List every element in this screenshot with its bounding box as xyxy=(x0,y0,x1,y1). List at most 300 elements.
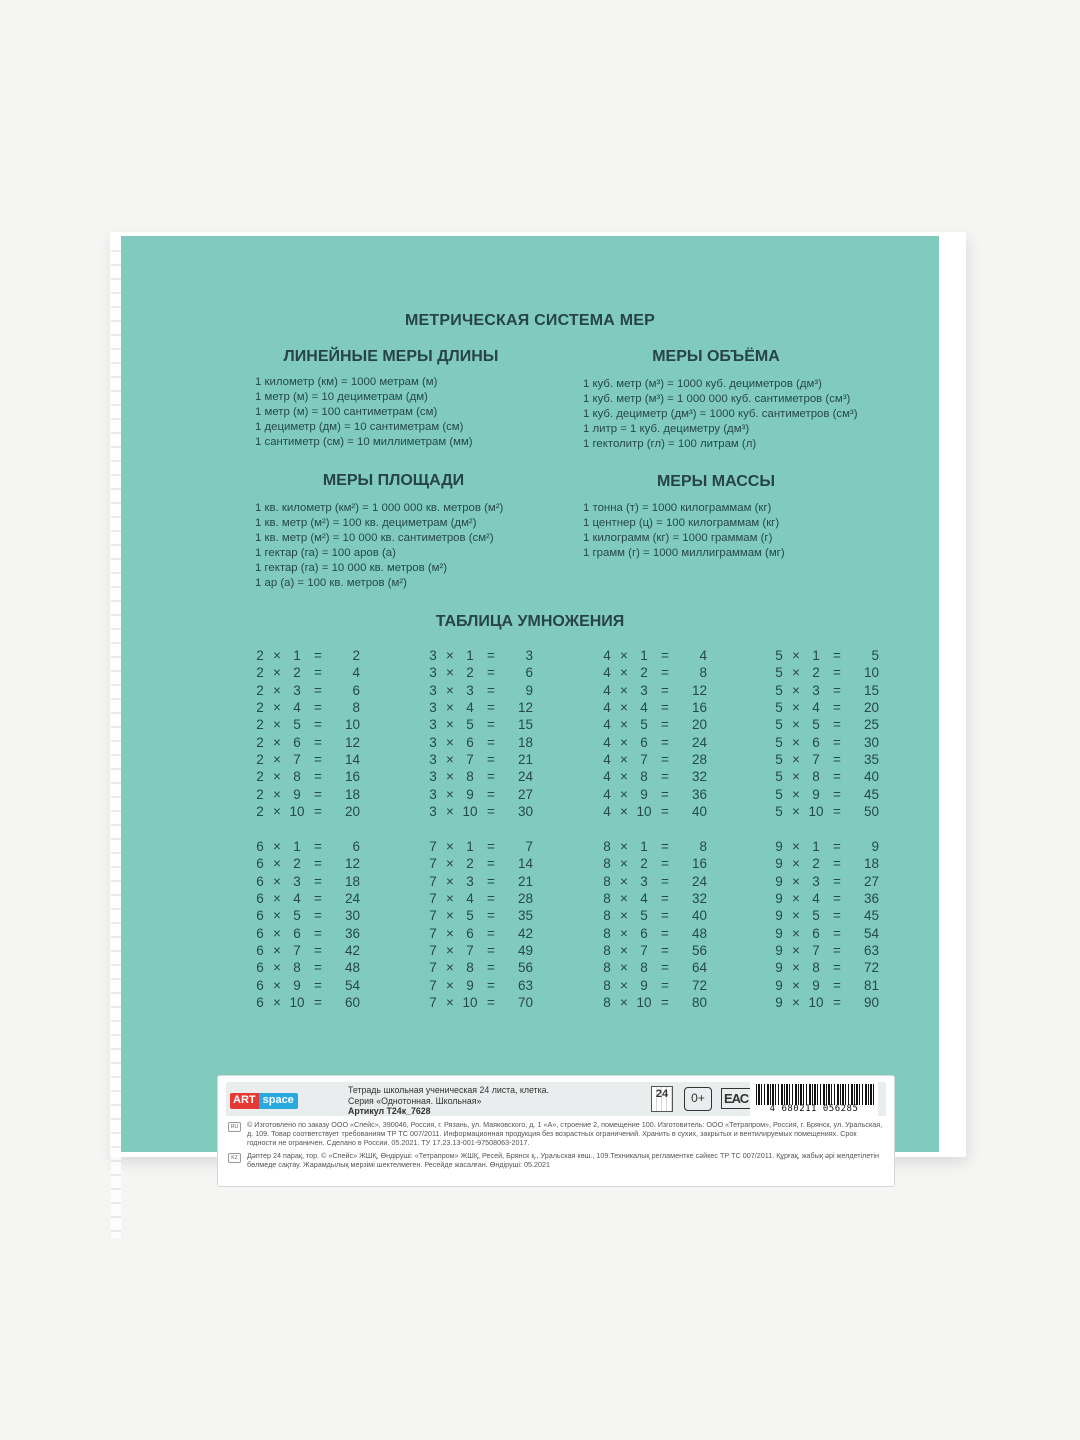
multiplier: 8 xyxy=(466,960,474,976)
area-section-title: МЕРЫ ПЛОЩАДИ xyxy=(322,472,465,489)
label-ru-text: © Изготовлено по заказу ООО «Спейс», 390046, Россия, г. Рязань, ул. Маяковского, д. 1 «А», строение 2, помещение 100. Изготовитель: ООО «Тетрапром», Россия, г. Брянск, ул. Уральская, д. 109. Товар соответствует требованиям ТР ТС 007/2011. Информационная продукция без возрастных ограничений. Хранить в сухих, закрытых и вентилируемых помещениях. Срок годности не ограничен. Сделано в России. 05.2021. ТУ 17.23.13-001-97508063-2017. xyxy=(247,1120,883,1147)
product: 10 xyxy=(863,665,879,681)
multiplication-row xyxy=(427,838,557,855)
equals-sign: = xyxy=(314,960,322,976)
equals-sign: = xyxy=(314,908,322,924)
multiplier: 9 xyxy=(640,977,648,993)
product: 35 xyxy=(517,908,533,924)
product: 16 xyxy=(691,700,707,716)
multiplication-table-title: ТАБЛИЦА УМНОЖЕНИЯ xyxy=(435,613,625,630)
product: 56 xyxy=(691,942,707,958)
multiplier: 4 xyxy=(293,700,301,716)
multiplier: 1 xyxy=(812,839,820,855)
area-lines xyxy=(255,501,575,591)
multiplication-row xyxy=(773,907,903,924)
factor: 3 xyxy=(429,717,437,733)
logo-space-text: space xyxy=(259,1093,298,1109)
multiplication-row xyxy=(601,751,731,768)
factor: 2 xyxy=(256,682,264,698)
equals-sign: = xyxy=(661,891,669,907)
metric-system-title: МЕТРИЧЕСКАЯ СИСТЕМА МЕР xyxy=(405,312,655,329)
notebook-page-edges xyxy=(111,238,121,1238)
multiplication-column-9 xyxy=(773,838,903,1011)
equals-sign: = xyxy=(833,839,841,855)
product: 18 xyxy=(344,786,360,802)
times-sign: × xyxy=(273,665,281,681)
times-sign: × xyxy=(446,648,454,664)
multiplication-row xyxy=(254,855,384,872)
multiplier: 7 xyxy=(812,942,820,958)
factor: 5 xyxy=(775,665,783,681)
mass-line: 1 килограмм (кг) = 1000 граммам (г) xyxy=(583,532,773,544)
multiplication-column-3 xyxy=(427,647,557,820)
times-sign: × xyxy=(620,682,628,698)
times-sign: × xyxy=(446,856,454,872)
multiplication-row xyxy=(601,942,731,959)
mass-line: 1 центнер (ц) = 100 килограммам (кг) xyxy=(583,517,780,529)
multiplier: 2 xyxy=(812,856,820,872)
multiplication-row xyxy=(601,907,731,924)
multiplier: 5 xyxy=(466,908,474,924)
equals-sign: = xyxy=(833,856,841,872)
multiplier: 5 xyxy=(812,908,820,924)
equals-sign: = xyxy=(833,873,841,889)
multiplier: 6 xyxy=(466,734,474,750)
product: 14 xyxy=(344,751,360,767)
area-line: 1 кв. метр (м²) = 10 000 кв. сантиметров (см²) xyxy=(255,532,494,544)
product: 63 xyxy=(517,977,533,993)
multiplier: 5 xyxy=(466,717,474,733)
multiplier: 7 xyxy=(293,751,301,767)
times-sign: × xyxy=(792,665,800,681)
equals-sign: = xyxy=(487,873,495,889)
product: 54 xyxy=(344,977,360,993)
area-line: 1 кв. километр (км²) = 1 000 000 кв. метров (м²) xyxy=(255,502,504,514)
times-sign: × xyxy=(792,803,800,819)
times-sign: × xyxy=(273,873,281,889)
equals-sign: = xyxy=(487,786,495,802)
product: 12 xyxy=(691,682,707,698)
multiplier: 7 xyxy=(466,751,474,767)
factor: 7 xyxy=(429,977,437,993)
factor: 5 xyxy=(775,648,783,664)
multiplication-row xyxy=(773,785,903,802)
times-sign: × xyxy=(620,925,628,941)
equals-sign: = xyxy=(833,925,841,941)
equals-sign: = xyxy=(661,786,669,802)
logo-art-text: ART xyxy=(230,1093,259,1109)
equals-sign: = xyxy=(833,648,841,664)
product: 9 xyxy=(525,682,533,698)
equals-sign: = xyxy=(314,717,322,733)
factor: 2 xyxy=(256,734,264,750)
factor: 7 xyxy=(429,942,437,958)
equals-sign: = xyxy=(314,648,322,664)
times-sign: × xyxy=(792,700,800,716)
multiplication-row xyxy=(601,924,731,941)
factor: 9 xyxy=(775,942,783,958)
factor: 4 xyxy=(603,734,611,750)
product: 56 xyxy=(517,960,533,976)
multiplier: 4 xyxy=(640,700,648,716)
factor: 2 xyxy=(256,803,264,819)
factor: 6 xyxy=(256,994,264,1010)
times-sign: × xyxy=(273,734,281,750)
multiplication-row xyxy=(773,994,903,1011)
equals-sign: = xyxy=(833,786,841,802)
length-section-title: ЛИНЕЙНЫЕ МЕРЫ ДЛИНЫ xyxy=(283,348,499,365)
equals-sign: = xyxy=(314,803,322,819)
times-sign: × xyxy=(620,942,628,958)
multiplication-row xyxy=(427,803,557,820)
product: 80 xyxy=(691,994,707,1010)
multiplier: 3 xyxy=(466,682,474,698)
length-line: 1 километр (км) = 1000 метрам (м) xyxy=(255,376,438,388)
product-name: Тетрадь школьная ученическая 24 листа, клетка. xyxy=(348,1085,549,1095)
multiplier: 9 xyxy=(812,977,820,993)
product: 7 xyxy=(525,839,533,855)
equals-sign: = xyxy=(833,908,841,924)
multiplication-row xyxy=(773,751,903,768)
multiplier: 3 xyxy=(640,873,648,889)
product: 24 xyxy=(691,873,707,889)
factor: 9 xyxy=(775,856,783,872)
times-sign: × xyxy=(620,734,628,750)
factor: 2 xyxy=(256,717,264,733)
equals-sign: = xyxy=(487,977,495,993)
length-lines xyxy=(255,375,555,450)
product: 90 xyxy=(863,994,879,1010)
equals-sign: = xyxy=(661,769,669,785)
equals-sign: = xyxy=(661,960,669,976)
multiplier: 7 xyxy=(812,751,820,767)
times-sign: × xyxy=(273,700,281,716)
factor: 4 xyxy=(603,682,611,698)
times-sign: × xyxy=(446,717,454,733)
times-sign: × xyxy=(620,977,628,993)
product: 10 xyxy=(344,717,360,733)
equals-sign: = xyxy=(314,942,322,958)
multiplier: 10 xyxy=(808,803,824,819)
multiplication-row xyxy=(254,890,384,907)
product: 5 xyxy=(871,648,879,664)
factor: 5 xyxy=(775,803,783,819)
product: 12 xyxy=(344,856,360,872)
barcode-bars xyxy=(756,1084,874,1105)
product: 25 xyxy=(863,717,879,733)
product-series: Серия «Однотонная. Школьная» xyxy=(348,1095,482,1106)
product: 60 xyxy=(344,994,360,1010)
times-sign: × xyxy=(446,682,454,698)
multiplier: 6 xyxy=(293,734,301,750)
multiplier: 5 xyxy=(640,908,648,924)
multiplication-row xyxy=(427,751,557,768)
product: 20 xyxy=(344,803,360,819)
multiplication-row xyxy=(773,942,903,959)
factor: 3 xyxy=(429,769,437,785)
equals-sign: = xyxy=(661,665,669,681)
factor: 7 xyxy=(429,873,437,889)
multiplier: 8 xyxy=(812,960,820,976)
times-sign: × xyxy=(273,786,281,802)
factor: 4 xyxy=(603,769,611,785)
product: 28 xyxy=(691,751,707,767)
multiplication-row xyxy=(254,976,384,993)
equals-sign: = xyxy=(314,751,322,767)
multiplier: 3 xyxy=(466,873,474,889)
times-sign: × xyxy=(620,717,628,733)
volume-lines xyxy=(583,377,903,452)
equals-sign: = xyxy=(833,891,841,907)
multiplier: 5 xyxy=(293,908,301,924)
mass-line: 1 грамм (г) = 1000 миллиграммам (мг) xyxy=(583,547,785,559)
multiplication-row xyxy=(773,803,903,820)
barcode xyxy=(750,1082,878,1116)
multiplication-row xyxy=(773,890,903,907)
equals-sign: = xyxy=(487,665,495,681)
product: 4 xyxy=(699,648,707,664)
product: 12 xyxy=(344,734,360,750)
equals-sign: = xyxy=(661,856,669,872)
equals-sign: = xyxy=(314,839,322,855)
factor: 4 xyxy=(603,700,611,716)
times-sign: × xyxy=(620,994,628,1010)
product: 6 xyxy=(352,682,360,698)
factor: 5 xyxy=(775,751,783,767)
equals-sign: = xyxy=(661,751,669,767)
factor: 6 xyxy=(256,942,264,958)
factor: 7 xyxy=(429,925,437,941)
multiplication-column-6 xyxy=(254,838,384,1011)
artspace-logo xyxy=(230,1093,298,1109)
multiplication-row xyxy=(427,647,557,664)
factor: 3 xyxy=(429,786,437,802)
product: 70 xyxy=(517,994,533,1010)
factor: 5 xyxy=(775,717,783,733)
multiplication-row xyxy=(601,803,731,820)
length-line: 1 метр (м) = 100 сантиметрам (см) xyxy=(255,406,438,418)
times-sign: × xyxy=(273,717,281,733)
multiplier: 10 xyxy=(462,803,478,819)
multiplier: 7 xyxy=(640,942,648,958)
factor: 6 xyxy=(256,873,264,889)
multiplier: 4 xyxy=(293,891,301,907)
times-sign: × xyxy=(273,994,281,1010)
times-sign: × xyxy=(446,891,454,907)
factor: 7 xyxy=(429,960,437,976)
age-rating-badge: 0+ xyxy=(684,1087,712,1111)
multiplication-row xyxy=(773,699,903,716)
product: 3 xyxy=(525,648,533,664)
times-sign: × xyxy=(620,891,628,907)
multiplier: 2 xyxy=(293,665,301,681)
equals-sign: = xyxy=(487,960,495,976)
multiplier: 10 xyxy=(808,994,824,1010)
multiplication-row xyxy=(601,664,731,681)
multiplication-row xyxy=(601,682,731,699)
times-sign: × xyxy=(446,751,454,767)
multiplier: 8 xyxy=(293,769,301,785)
multiplier: 2 xyxy=(466,665,474,681)
multiplier: 8 xyxy=(293,960,301,976)
equals-sign: = xyxy=(487,734,495,750)
product: 72 xyxy=(691,977,707,993)
factor: 6 xyxy=(256,960,264,976)
times-sign: × xyxy=(792,960,800,976)
times-sign: × xyxy=(446,786,454,802)
times-sign: × xyxy=(446,700,454,716)
times-sign: × xyxy=(620,908,628,924)
product: 16 xyxy=(344,769,360,785)
multiplication-row xyxy=(254,733,384,750)
multiplication-row xyxy=(254,942,384,959)
multiplication-row xyxy=(601,890,731,907)
equals-sign: = xyxy=(314,769,322,785)
multiplication-row xyxy=(427,682,557,699)
equals-sign: = xyxy=(487,856,495,872)
product: 14 xyxy=(517,856,533,872)
factor: 3 xyxy=(429,751,437,767)
factor: 2 xyxy=(256,786,264,802)
factor: 6 xyxy=(256,839,264,855)
multiplier: 1 xyxy=(640,648,648,664)
times-sign: × xyxy=(620,873,628,889)
multiplier: 6 xyxy=(640,925,648,941)
times-sign: × xyxy=(446,734,454,750)
equals-sign: = xyxy=(833,682,841,698)
multiplication-column-2 xyxy=(254,647,384,820)
multiplication-row xyxy=(427,994,557,1011)
equals-sign: = xyxy=(487,682,495,698)
times-sign: × xyxy=(620,665,628,681)
factor: 2 xyxy=(256,751,264,767)
equals-sign: = xyxy=(487,751,495,767)
product: 30 xyxy=(517,803,533,819)
times-sign: × xyxy=(273,942,281,958)
ru-flag-icon: RU xyxy=(228,1122,241,1132)
multiplication-row xyxy=(254,768,384,785)
factor: 4 xyxy=(603,751,611,767)
equals-sign: = xyxy=(661,734,669,750)
multiplication-row xyxy=(254,664,384,681)
product: 18 xyxy=(344,873,360,889)
factor: 4 xyxy=(603,717,611,733)
product: 15 xyxy=(863,682,879,698)
multiplier: 1 xyxy=(640,839,648,855)
times-sign: × xyxy=(792,891,800,907)
multiplication-row xyxy=(427,785,557,802)
product: 81 xyxy=(863,977,879,993)
product: 27 xyxy=(863,873,879,889)
times-sign: × xyxy=(273,977,281,993)
multiplication-row xyxy=(601,838,731,855)
multiplication-row xyxy=(254,751,384,768)
factor: 6 xyxy=(256,856,264,872)
factor: 4 xyxy=(603,803,611,819)
area-line: 1 гектар (га) = 10 000 кв. метров (м²) xyxy=(255,562,448,574)
equals-sign: = xyxy=(833,803,841,819)
equals-sign: = xyxy=(487,925,495,941)
times-sign: × xyxy=(792,856,800,872)
product: 30 xyxy=(863,734,879,750)
equals-sign: = xyxy=(487,700,495,716)
multiplication-row xyxy=(601,976,731,993)
multiplier: 1 xyxy=(466,839,474,855)
multiplication-row xyxy=(254,838,384,855)
product: 45 xyxy=(863,786,879,802)
times-sign: × xyxy=(273,648,281,664)
multiplication-row xyxy=(601,699,731,716)
times-sign: × xyxy=(792,977,800,993)
equals-sign: = xyxy=(833,700,841,716)
product: 9 xyxy=(871,839,879,855)
factor: 8 xyxy=(603,839,611,855)
multiplication-row xyxy=(773,768,903,785)
kz-flag-icon: KZ xyxy=(228,1153,241,1163)
factor: 8 xyxy=(603,942,611,958)
times-sign: × xyxy=(620,751,628,767)
multiplication-row xyxy=(427,976,557,993)
multiplier: 1 xyxy=(466,648,474,664)
equals-sign: = xyxy=(661,873,669,889)
equals-sign: = xyxy=(833,665,841,681)
mass-line: 1 тонна (т) = 1000 килограммам (кг) xyxy=(583,502,772,514)
times-sign: × xyxy=(273,682,281,698)
barcode-number: 4 680211 056285 xyxy=(769,1104,859,1114)
factor: 7 xyxy=(429,891,437,907)
times-sign: × xyxy=(273,908,281,924)
factor: 3 xyxy=(429,665,437,681)
product: 2 xyxy=(352,648,360,664)
factor: 3 xyxy=(429,803,437,819)
sheets-count-icon: 24 xyxy=(651,1086,673,1112)
factor: 8 xyxy=(603,977,611,993)
multiplication-row xyxy=(773,855,903,872)
factor: 6 xyxy=(256,891,264,907)
area-line: 1 кв. метр (м²) = 100 кв. дециметрам (дм²) xyxy=(255,517,477,529)
equals-sign: = xyxy=(314,873,322,889)
equals-sign: = xyxy=(314,891,322,907)
times-sign: × xyxy=(273,891,281,907)
multiplier: 9 xyxy=(293,786,301,802)
volume-line: 1 куб. дециметр (дм³) = 1000 куб. сантиметров (см³) xyxy=(583,408,858,420)
factor: 6 xyxy=(256,908,264,924)
times-sign: × xyxy=(620,856,628,872)
times-sign: × xyxy=(620,960,628,976)
equals-sign: = xyxy=(314,700,322,716)
equals-sign: = xyxy=(487,942,495,958)
times-sign: × xyxy=(620,700,628,716)
multiplier: 4 xyxy=(812,700,820,716)
factor: 6 xyxy=(256,925,264,941)
times-sign: × xyxy=(446,873,454,889)
product: 6 xyxy=(352,839,360,855)
factor: 5 xyxy=(775,769,783,785)
equals-sign: = xyxy=(314,977,322,993)
multiplier: 9 xyxy=(466,786,474,802)
times-sign: × xyxy=(792,682,800,698)
multiplication-row xyxy=(254,682,384,699)
multiplication-row xyxy=(254,873,384,890)
length-line: 1 сантиметр (см) = 10 миллиметрам (мм) xyxy=(255,436,473,448)
product: 48 xyxy=(344,960,360,976)
times-sign: × xyxy=(273,803,281,819)
product: 50 xyxy=(863,803,879,819)
factor: 9 xyxy=(775,925,783,941)
volume-section-title: МЕРЫ ОБЪЁМА xyxy=(652,348,780,365)
factor: 5 xyxy=(775,700,783,716)
product: 36 xyxy=(863,891,879,907)
